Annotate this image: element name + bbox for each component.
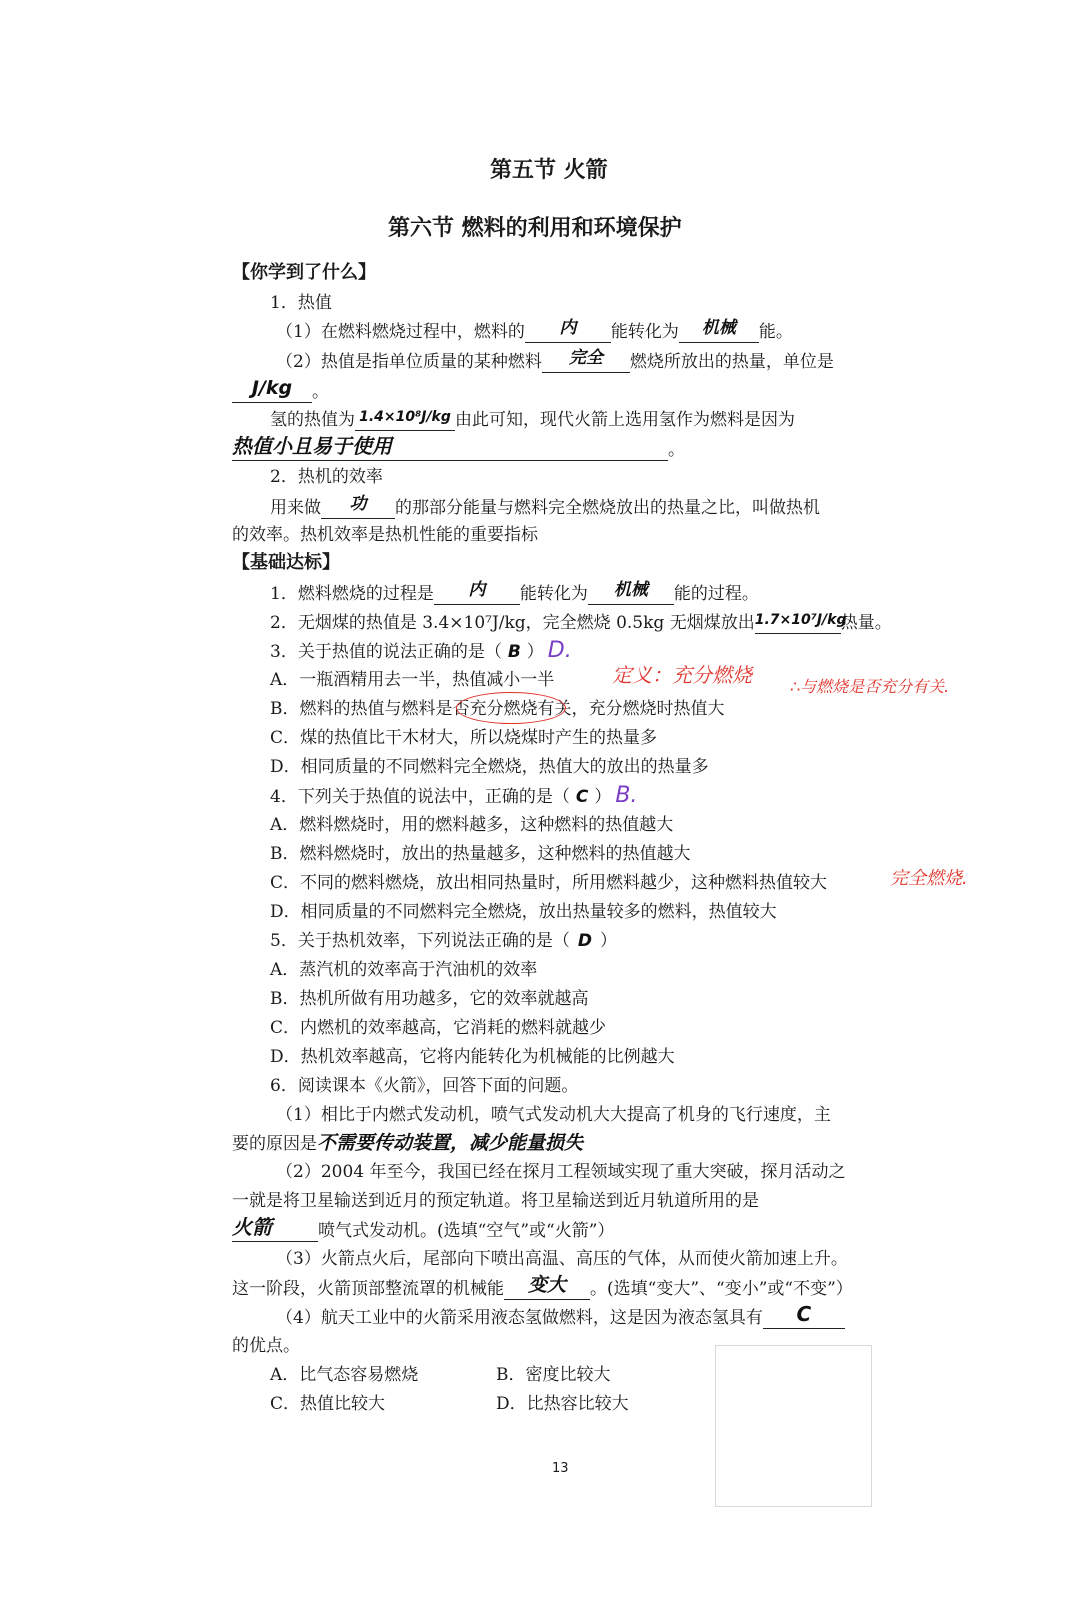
note-conclusion: ∴与燃烧是否充分有关. [790,677,950,696]
learn-line-efficiency-b: 的效率。热机效率是热机性能的重要指标 [232,525,538,545]
note-definition: 定义：充分燃烧 [612,663,752,687]
learn-line-1: （1）在燃料燃烧过程中，燃料的 内 能转化为 机械 能。 [276,318,793,342]
circled-phrase [456,692,566,724]
answer-handwriting: C [575,787,589,807]
learn-line-2b: J/kg 。 [232,380,329,403]
answer-handwriting: D [577,931,592,951]
learn-header: 【你学到了什么】 [232,262,376,283]
question-4-option-b: B．燃料燃烧时，放出的热量越多，这种燃料的热值越大 [270,844,691,864]
question-6-option-d: D．比热容比较大 [496,1394,629,1414]
answer-handwriting: C [796,1302,812,1326]
answer-handwriting: 1.4×10⁸J/kg [359,409,451,425]
question-6-sub-3b: 这一阶段，火箭顶部整流罩的机械能 变大 。(选填“变大”、“变小”或“不变”） [232,1274,853,1299]
answer-handwriting: 内 [559,318,577,338]
note-complete-combustion: 完全燃烧. [890,868,968,889]
question-6-sub-2c: 火箭 喷气式发动机。(选填“空气”或“火箭”） [232,1215,615,1241]
question-6-sub-2b: 一就是将卫星输送到近月的预定轨道。将卫星输送到近月轨道所用的是 [232,1191,759,1211]
question-3-stem: 3．关于热值的说法正确的是（ B ） D. [270,638,572,663]
question-3-option-c: C．煤的热值比干木材大，所以烧煤时产生的热量多 [270,728,658,748]
answer-handwriting: 热值小且易于使用 [232,434,392,458]
answer-handwriting: J/kg [251,377,293,399]
question-4-option-a: A．燃料燃烧时，用的燃料越多，这种燃料的热值越大 [270,815,674,835]
learn-line-efficiency: 用来做 功 的那部分能量与燃料完全燃烧放出的热量之比，叫做热机 [270,494,820,518]
learn-line-hydrogen-b: 热值小且易于使用 。 [232,434,685,460]
question-6-sub-2: （2）2004 年至今，我国已经在探月工程领域实现了重大突破，探月活动之 [276,1162,846,1182]
answer-handwriting: 机械 [613,580,648,600]
answer-handwriting: 1.7×10⁷J/kg [754,612,847,628]
answer-handwriting: 功 [349,494,367,514]
question-1: 1．燃料燃烧的过程是 内 能转化为 机械 能的过程。 [270,580,759,604]
correction-handwriting: D. [547,638,572,663]
answer-handwriting: 变大 [527,1274,566,1296]
question-4-option-d: D．相同质量的不同燃料完全燃烧，放出热量较多的燃料，热值较大 [270,902,777,922]
learn-line-hydrogen: 氢的热值为 1.4×10⁸J/kg 由此可知，现代火箭上选用氢作为燃料是因为 [270,409,795,430]
learn-item-2: 2．热机的效率 [270,467,383,487]
answer-handwriting: 机械 [701,318,736,338]
scan-artifact-box [715,1345,872,1507]
answer-handwriting: 完全 [568,348,603,368]
question-5-stem: 5．关于热机效率，下列说法正确的是（ D ） [270,931,617,951]
answer-handwriting: B [507,642,521,662]
question-6-sub-1b: 要的原因是不需要传动装置，减少能量损失 [232,1132,584,1154]
question-6-sub-3: （3）火箭点火后，尾部向下喷出高温、高压的气体，从而使火箭加速上升。 [276,1249,848,1269]
question-6-stem: 6．阅读课本《火箭》，回答下面的问题。 [270,1076,579,1096]
question-3-option-d: D．相同质量的不同燃料完全燃烧，热值大的放出的热量多 [270,757,709,777]
answer-handwriting: 内 [468,580,486,600]
question-3-option-a: A．一瓶酒精用去一半，热值减小一半 [270,670,555,690]
question-2: 2．无烟煤的热值是 3.4×10⁷J/kg，完全燃烧 0.5kg 无烟煤放出1.7×10⁷J/kg热量。 [270,612,892,633]
question-5-option-b: B．热机所做有用功越多，它的效率就越高 [270,989,589,1009]
question-3-option-b: B．燃料的热值与燃料是否充分燃烧有关，充分燃烧时热值大 [270,699,725,719]
question-5-option-d: D．热机效率越高，它将内能转化为机械能的比例越大 [270,1047,675,1067]
correction-handwriting: B. [615,783,638,808]
question-6-option-b: B．密度比较大 [496,1365,611,1385]
question-6-sub-1: （1）相比于内燃式发动机，喷气式发动机大大提高了机身的飞行速度，主 [276,1105,831,1125]
learn-item-1: 1．热值 [270,293,332,313]
section-title-rocket: 第五节 火箭 [490,158,608,183]
answer-handwriting: 不需要传动装置，减少能量损失 [317,1132,584,1154]
question-6-option-a: A．比气态容易燃烧 [270,1365,419,1385]
answer-handwriting: 火箭 [232,1215,272,1239]
question-5-option-c: C．内燃机的效率越高，它消耗的燃料就越少 [270,1018,607,1038]
question-6-sub-4: （4）航天工业中的火箭采用液态氢做燃料，这是因为液态氢具有 C [276,1306,845,1329]
question-6-sub-4b: 的优点。 [232,1336,300,1356]
question-5-option-a: A．蒸汽机的效率高于汽油机的效率 [270,960,538,980]
section-title-fuel: 第六节 燃料的利用和环境保护 [388,216,682,241]
question-4-option-c: C．不同的燃料燃烧，放出相同热量时，所用燃料越少，这种燃料热值较大 [270,873,828,893]
learn-line-2: （2）热值是指单位质量的某种燃料 完全 燃烧所放出的热量，单位是 [276,348,834,372]
question-6-option-c: C．热值比较大 [270,1394,386,1414]
basic-header: 【基础达标】 [232,552,340,573]
page-number: 13 [552,1461,569,1476]
question-4-stem: 4．下列关于热值的说法中，正确的是（ C ） B. [270,783,638,808]
